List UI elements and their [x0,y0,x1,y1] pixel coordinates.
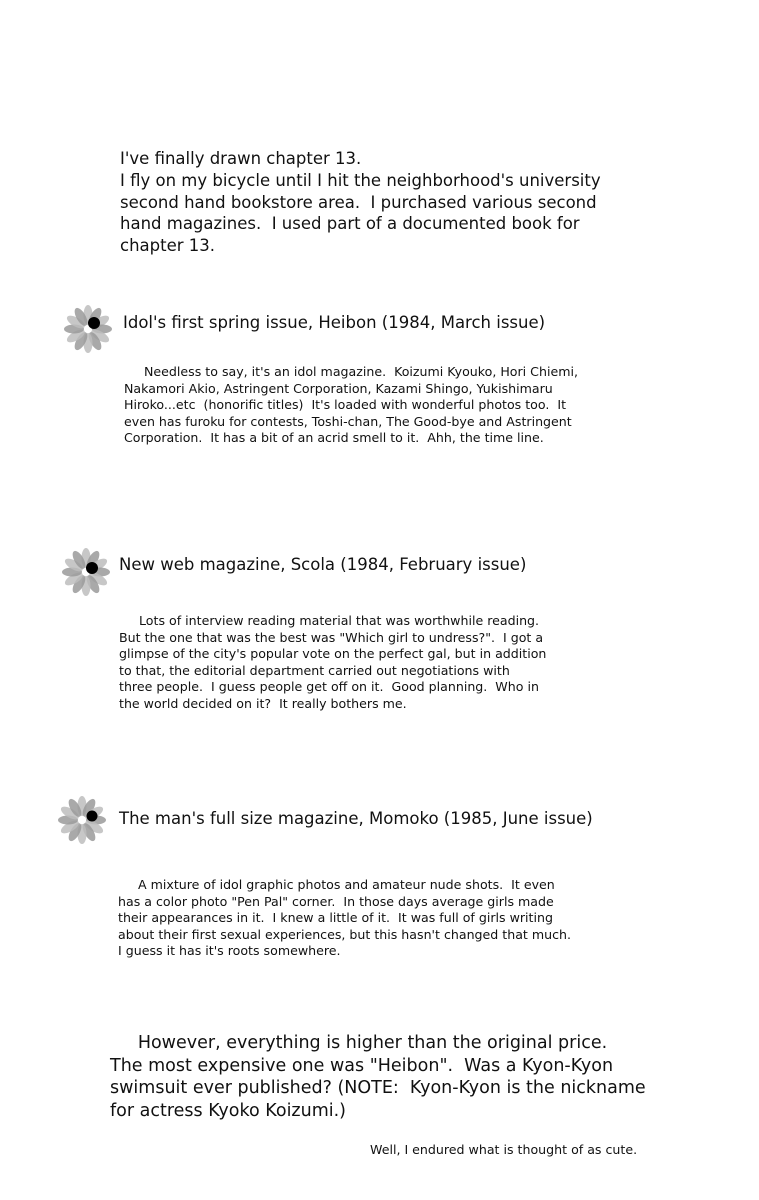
footer-note: Well, I endured what is thought of as cute. [370,1142,638,1157]
closing-line: swimsuit ever published? (NOTE: Kyon-Kyon is the nickname [110,1078,646,1098]
body-line: to that, the editorial department carried out negotiations with [119,662,510,678]
body-line: Corporation. It has a bit of an acrid smell to it. Ahh, the time line. [124,430,544,446]
section-body [118,877,571,960]
body-line: three people. I guess people get off on it. Good planning. Who in [119,679,539,695]
body-line: Nakamori Akio, Astringent Corporation, Kazami Shingo, Yukishimaru [124,380,553,396]
intro-line: I fly on my bicycle until I hit the neighborhood's university [120,170,601,190]
flower-icon [62,303,114,355]
closing-line: for actress Kyoko Koizumi.) [110,1100,347,1121]
intro-line: chapter 13. [120,236,216,256]
closing-line: However, everything is higher than the original price. [110,1033,608,1053]
body-line: Needless to say, it's an idol magazine. Koizumi Kyouko, Hori Chiemi, [124,364,578,379]
section-heading: The man's full size magazine, Momoko (1985, June issue) [119,809,593,828]
section-heading: New web magazine, Scola (1984, February issue) [119,555,527,574]
body-line: Hiroko...etc (honorific titles) It's loaded with wonderful photos too. It [124,397,567,413]
body-line: I guess it has it's roots somewhere. [118,943,341,959]
body-line: glimpse of the city's popular vote on the perfect gal, but in addition [119,646,547,662]
section-body [124,364,578,447]
section-body [119,613,546,713]
body-line: But the one that was the best was "Which girl to undress?". I got a [119,629,544,645]
intro-line: second hand bookstore area. I purchased various second [120,192,597,212]
body-line: their appearances in it. I knew a little of it. It was full of girls writing [118,910,553,926]
body-line: the world decided on it? It really bothers me. [119,695,407,711]
body-line: A mixture of idol graphic photos and amateur nude shots. It even [118,877,555,892]
closing-paragraph [110,1032,646,1122]
flower-icon [60,546,112,598]
intro-paragraph [120,148,601,257]
body-line: about their first sexual experiences, but this hasn't changed that much. [118,926,572,942]
intro-line: hand magazines. I used part of a documented book for [120,214,580,234]
body-line: has a color photo "Pen Pal" corner. In those days average girls made [118,893,554,909]
body-line: even has furoku for contests, Toshi-chan, The Good-bye and Astringent [124,413,572,429]
closing-line: The most expensive one was "Heibon". Was a Kyon-Kyon [110,1055,614,1076]
intro-line: I've finally drawn chapter 13. [120,149,362,168]
body-line: Lots of interview reading material that was worthwhile reading. [119,613,540,628]
section-heading: Idol's first spring issue, Heibon (1984, March issue) [123,313,546,332]
flower-icon [56,794,108,846]
